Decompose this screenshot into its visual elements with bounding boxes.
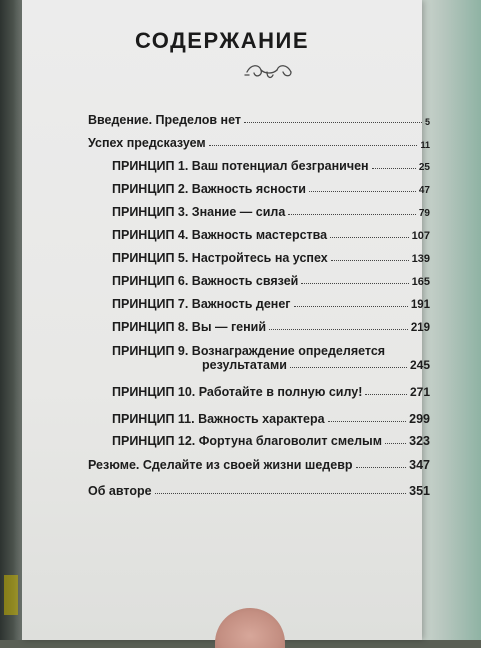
toc-entry: ПРИНЦИП 4. Важность мастерства 107 xyxy=(112,228,430,242)
toc-entry: Резюме. Сделайте из своей жизни шедевр 347 xyxy=(88,458,430,472)
book-spine-edge xyxy=(0,0,22,640)
toc-entry: ПРИНЦИП 2. Важность ясности 47 xyxy=(112,182,430,196)
toc-entry: ПРИНЦИП 7. Важность денег 191 xyxy=(112,297,430,311)
toc-entry: ПРИНЦИП 3. Знание — сила 79 xyxy=(112,205,430,219)
toc-entry: ПРИНЦИП 9. Вознаграждение определяется результатами 245 xyxy=(112,344,430,372)
toc-entry: ПРИНЦИП 12. Фортуна благоволит смелым 323 xyxy=(112,434,430,448)
table-of-contents xyxy=(88,104,430,498)
toc-entry: ПРИНЦИП 11. Важность характера 299 xyxy=(112,412,430,426)
page-title: СОДЕРЖАНИЕ xyxy=(134,28,310,53)
toc-entry: Введение. Пределов нет 5 xyxy=(88,113,430,127)
toc-entry: ПРИНЦИП 8. Вы — гений 219 xyxy=(112,320,430,334)
spine-stripe xyxy=(4,575,18,615)
toc-entry: ПРИНЦИП 6. Важность связей 165 xyxy=(112,274,430,288)
book-page xyxy=(22,0,430,640)
toc-entry: ПРИНЦИП 1. Ваш потенциал безграничен 25 xyxy=(112,159,430,173)
toc-entry: Об авторе 351 xyxy=(88,484,430,498)
flourish-ornament-icon xyxy=(241,60,297,82)
toc-entry: ПРИНЦИП 5. Настройтесь на успех 139 xyxy=(112,251,430,265)
toc-entry: Успех предсказуем 11 xyxy=(88,136,430,150)
toc-entry: ПРИНЦИП 10. Работайте в полную силу! 271 xyxy=(112,385,430,399)
